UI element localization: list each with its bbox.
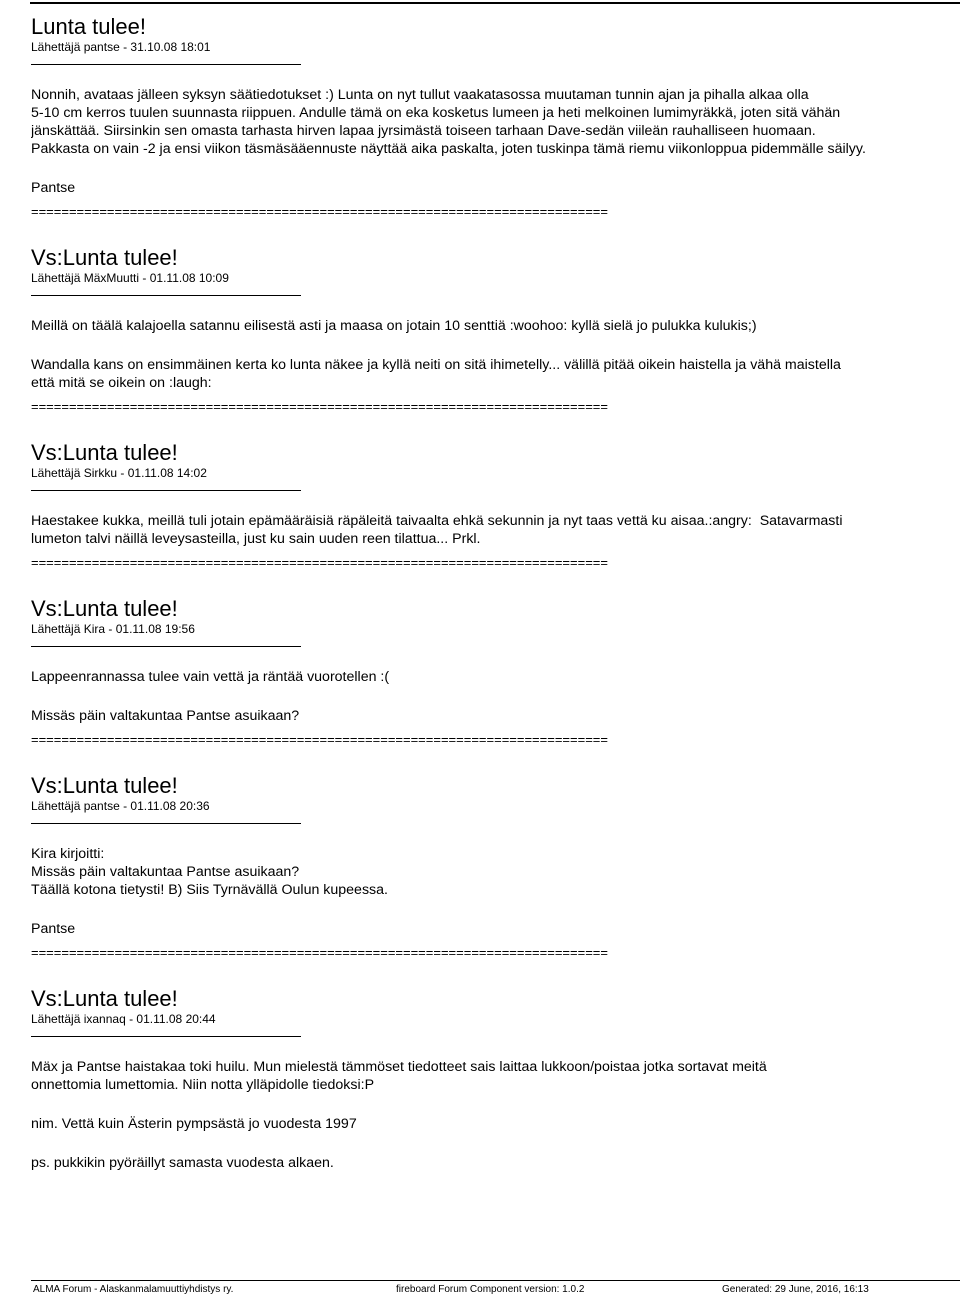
post-paragraph: ps. pukkikin pyöräillyt samasta vuodesta alkaen. [31, 1155, 334, 1171]
post-title: Vs:Lunta tulee! [31, 986, 178, 1011]
post-paragraph: Haestakee kukka, meillä tuli jotain epämääräisiä räpäleitä taivaalta ehkä sekunnin ja nyt taas vettä ku aisaa.:angry: Satavarmasti lumeton talvi näillä leveysasteilla, just ku sain uuden reen tilattua... Prkl. [31, 513, 843, 547]
footer-component-version: fireboard Forum Component version: 1.0.2 [396, 1284, 585, 1295]
post-body [31, 845, 960, 938]
post-quote: Kira kirjoitti: Missäs päin valtakuntaa Pantse asuikaan? Täällä kotona tietysti! B) Siis Tyrnävällä Oulun kupeessa. [31, 846, 388, 898]
top-rule [30, 2, 960, 4]
post-title: Vs:Lunta tulee! [31, 596, 178, 621]
post-body [31, 317, 960, 392]
post-separator: ============================================================================ [31, 556, 608, 570]
post-signature: Pantse [31, 180, 76, 196]
post-title: Vs:Lunta tulee! [31, 440, 178, 465]
post-meta: Lähettäjä Kira - 01.11.08 19:56 [31, 622, 195, 636]
post [31, 245, 960, 414]
meta-divider [31, 1036, 301, 1037]
post-paragraph: Meillä on täälä kalajoella satannu eilisestä asti ja maasa on jotain 10 senttiä :woohoo: kyllä sielä jo pulukka kulukis;) [31, 318, 757, 334]
meta-divider [31, 490, 301, 491]
meta-divider [31, 295, 301, 296]
post-signature: Pantse [31, 921, 76, 937]
post-body [31, 668, 960, 725]
footer-site-name: ALMA Forum - Alaskanmalamuuttiyhdistys ry. [33, 1284, 234, 1295]
post [31, 986, 960, 1172]
post-separator: ============================================================================ [31, 400, 608, 414]
post-paragraph: Mäx ja Pantse haistakaa toki huilu. Mun mielestä tämmöset tiedotteet sais laittaa lukkoon/poistaa jotka sortavat meitä onnettomia lumettomia. Niin notta ylläpidolle tiedoksi:P [31, 1059, 767, 1093]
meta-divider [31, 646, 301, 647]
post-paragraph: nim. Vettä kuin Ästerin pympsästä jo vuodesta 1997 [31, 1116, 357, 1132]
post [31, 14, 960, 219]
post-separator: ============================================================================ [31, 733, 608, 747]
page-footer [31, 1280, 960, 1298]
post-meta: Lähettäjä ixannaq - 01.11.08 20:44 [31, 1012, 216, 1026]
post-title: Lunta tulee! [31, 14, 146, 39]
post [31, 440, 960, 570]
post-paragraph: Wandalla kans on ensimmäinen kerta ko lunta näkee ja kyllä neiti on sitä ihimetelly... välillä pitää oikein haistella ja vähä maistella että mitä se oikein on :laugh: [31, 357, 841, 391]
post-meta: Lähettäjä Sirkku - 01.11.08 14:02 [31, 466, 207, 480]
post-meta: Lähettäjä pantse - 01.11.08 20:36 [31, 799, 210, 813]
post [31, 773, 960, 960]
post-paragraph: Nonnih, avataas jälleen syksyn säätiedotukset :) Lunta on nyt tullut vaakatasossa muutaman tunnin ajan ja pihalla alkaa olla 5-10 cm kerros tuulen suunnasta riippuen. Andulle tämä on eka kosketus lumeen ja heti melkoinen lumimyräkkä, joten sitä vähän jänskättää. Siirsinkin sen omasta tarhasta hirven lapaa jyrsimästä toiseen tarhaan Dave-sedän viileän rauhalliseen huomaan. Pakkasta on vain -2 ja ensi viikon täsmäsääennuste näyttää aika paskalta, joten tuskinpa tämä riemu viikonloppua pidemmälle säilyy. [31, 87, 866, 157]
post-paragraph: Missäs päin valtakuntaa Pantse asuikaan? [31, 708, 300, 724]
meta-divider [31, 64, 301, 65]
post-meta: Lähettäjä pantse - 31.10.08 18:01 [31, 40, 211, 54]
post-body [31, 86, 960, 197]
post-paragraph: Lappeenrannassa tulee vain vettä ja räntää vuorotellen :( [31, 669, 390, 685]
post-title: Vs:Lunta tulee! [31, 245, 178, 270]
post-body [31, 1058, 960, 1172]
meta-divider [31, 823, 301, 824]
post-body [31, 512, 960, 548]
footer-generated-date: Generated: 29 June, 2016, 16:13 [722, 1284, 869, 1295]
post-meta: Lähettäjä MäxMuutti - 01.11.08 10:09 [31, 271, 229, 285]
post [31, 596, 960, 747]
thread-content [31, 14, 960, 1172]
post-separator: ============================================================================ [31, 205, 608, 219]
post-title: Vs:Lunta tulee! [31, 773, 178, 798]
post-separator: ============================================================================ [31, 946, 608, 960]
